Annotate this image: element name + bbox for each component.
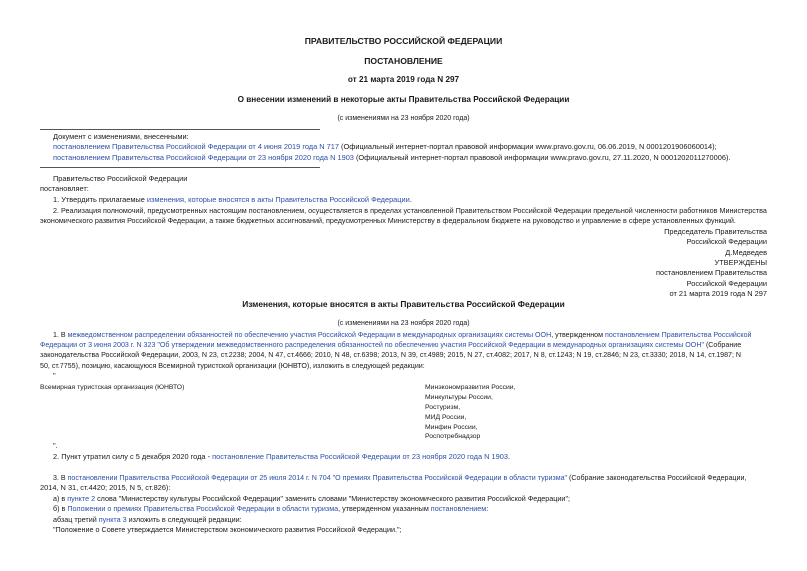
changes-line-2: постановлением Правительства Российской Федерации от 23 ноября 2020 года N 1903 (Официальный интернет-портал правовой информации www.pravo.gov.ru, 27.11.2020, N 0001202011270006). bbox=[53, 153, 731, 162]
ministry-1: Минэкономразвития России, bbox=[425, 384, 516, 391]
annex-amended-note: (с изменениями на 23 ноября 2020 года) bbox=[337, 320, 470, 327]
ministry-3: Ростуризм, bbox=[425, 404, 461, 411]
org-name: Всемирная туристская организация (ЮНВТО) bbox=[40, 384, 185, 391]
quote-open: " bbox=[53, 371, 56, 380]
preamble-line-2: постановляет: bbox=[40, 184, 89, 193]
changes-line-1: постановлением Правительства Российской Федерации от 4 июня 2019 года N 717 (Официальный интернет-портал правовой информации www.pravo.gov.ru, 06.06.2019, N 0001201906060014); bbox=[53, 142, 717, 151]
section-1-line-4: 50, ст.7755), позицию, касающуюся Всемирной туристской организации (ЮНВТО), изложить в следующей редакции: bbox=[40, 362, 425, 370]
doc-type-heading: ПОСТАНОВЛЕНИЕ bbox=[364, 56, 443, 66]
approval-line-2: Российской Федерации bbox=[686, 279, 767, 288]
section-1-line-3: законодательства Российской Федерации, 2003, N 23, ст.2238; 2004, N 47, ст.4666; 2010, N 48, ст.6398; 2013, N 39, ст.4989; 2015, N 27, ст.4082; 2017, N 8, ст.1243; N 19, ст.2846; N 23, ст.3330; 2018, N 14, ст.1987; N bbox=[40, 351, 742, 359]
section-1-line-2: Федерации от 3 июня 2003 г. N 323 "Об утверждении межведомственного распределения обязанностей по обеспечению участия Российской Федерации в международных организациях системы ООН" (Собрание bbox=[40, 341, 742, 349]
quote-close: ". bbox=[53, 441, 58, 450]
council-regulation-quote: "Положение о Совете утверждается Министерством экономического развития Российской Федерации."; bbox=[53, 525, 402, 534]
amendment-link-717[interactable]: постановлением Правительства Российской Федерации от 4 июня 2019 года N 717 bbox=[53, 142, 339, 151]
item-2-line-1: 2. Реализация полномочий, предусмотренных настоящим постановлением, осуществляется в пределах установленной Правительством Российской Федерации предельной численности работников Министерства bbox=[53, 206, 767, 215]
item-1: 1. Утвердить прилагаемые изменения, которые вносятся в акты Правительства Российской Федерации. bbox=[53, 195, 412, 204]
ministry-4: МИД России, bbox=[425, 414, 467, 421]
changes-intro: Документ с изменениями, внесенными: bbox=[53, 132, 189, 141]
ministry-5: Минфин России, bbox=[425, 424, 478, 431]
resolution-704-link[interactable]: постановлении Правительства Российской Федерации от 25 июля 2014 г. N 704 "О премиях Правительства Российской Федерации в области туризма" bbox=[67, 474, 568, 482]
changes-annex-link[interactable]: изменения, которые вносятся в акты Правительства Российской Федерации bbox=[146, 195, 410, 204]
amended-note: (с изменениями на 23 ноября 2020 года) bbox=[337, 115, 470, 122]
repeal-link-1903[interactable]: постановление Правительства Российской Федерации от 23 ноября 2020 года N 1903 bbox=[212, 452, 508, 461]
approval-heading: УТВЕРЖДЕНЫ bbox=[714, 258, 767, 267]
resolution-323-link-part-2[interactable]: Федерации от 3 июня 2003 г. N 323 "Об утверждении межведомственного распределения обязанностей по обеспечению участия Российской Федерации в международных организациях системы ООН" bbox=[40, 341, 704, 349]
changes-top-rule bbox=[40, 129, 320, 130]
ministry-6: Роспотребнадзор bbox=[425, 433, 481, 440]
un-distribution-link[interactable]: межведомственном распределении обязанностей по обеспечению участия Российской Федерации в международных организациях системы ООН bbox=[67, 331, 552, 339]
resolution-link[interactable]: постановлением bbox=[430, 504, 487, 513]
doc-title: О внесении изменений в некоторые акты Правительства Российской Федерации bbox=[237, 95, 570, 104]
annex-title: Изменения, которые вносятся в акты Правительства Российской Федерации bbox=[242, 299, 565, 309]
government-heading: ПРАВИТЕЛЬСТВО РОССИЙСКОЙ ФЕДЕРАЦИИ bbox=[304, 36, 503, 46]
prize-regulation-link[interactable]: Положении о премиях Правительства Российской Федерации в области туризма bbox=[67, 504, 339, 513]
resolution-323-link-part-1[interactable]: постановлением Правительства Российской bbox=[604, 331, 752, 339]
section-3-line-1: 3. В постановлении Правительства Российской Федерации от 25 июля 2014 г. N 704 "О премиях Правительства Российской Федерации в области туризма" (Собрание законодательства Российской Федерации, bbox=[53, 474, 747, 482]
preamble-line-1: Правительство Российской Федерации bbox=[53, 174, 188, 183]
subitem-b: б) в Положении о премиях Правительства Российской Федерации в области туризма, утвержденном указанным постановлением: bbox=[53, 504, 489, 513]
signature-name: Д.Медведев bbox=[725, 248, 767, 257]
section-3-line-2: 2014, N 31, ст.4420; 2015, N 5, ст.826): bbox=[40, 483, 171, 492]
paragraph-three: абзац третий пункта 3 изложить в следующей редакции: bbox=[53, 515, 242, 524]
approval-date: от 21 марта 2019 года N 297 bbox=[669, 289, 767, 298]
item-2-line-2: экономического развития Российской Федерации, а также бюджетных ассигнований, предусмотренных Министерству в федеральном бюджете на руководство и управление в сфере установленных функций. bbox=[40, 216, 736, 225]
changes-bottom-rule bbox=[40, 167, 320, 168]
approval-line-1: постановлением Правительства bbox=[656, 268, 767, 277]
subitem-a: а) в пункте 2 слова "Министерству культуры Российской Федерации" заменить словами "Министерству экономического развития Российской Федерации"; bbox=[53, 494, 570, 503]
point-3-link[interactable]: пункта 3 bbox=[98, 515, 127, 524]
section-2: 2. Пункт утратил силу с 5 декабря 2020 года - постановление Правительства Российской Федерации от 23 ноября 2020 года N 1903. bbox=[53, 452, 510, 461]
signature-country: Российской Федерации bbox=[686, 237, 767, 246]
point-2-link[interactable]: пункте 2 bbox=[67, 494, 96, 503]
ministry-2: Минкультуры России, bbox=[425, 394, 493, 401]
section-1-line-1: 1. В межведомственном распределении обязанностей по обеспечению участия Российской Федерации в международных организациях системы ООН, утвержденном постановлением Правительства Российской bbox=[53, 331, 752, 339]
doc-date-number: от 21 марта 2019 года N 297 bbox=[347, 75, 460, 84]
amendment-link-1903[interactable]: постановлением Правительства Российской Федерации от 23 ноября 2020 года N 1903 bbox=[53, 153, 354, 162]
signature-position: Председатель Правительства bbox=[664, 227, 767, 236]
